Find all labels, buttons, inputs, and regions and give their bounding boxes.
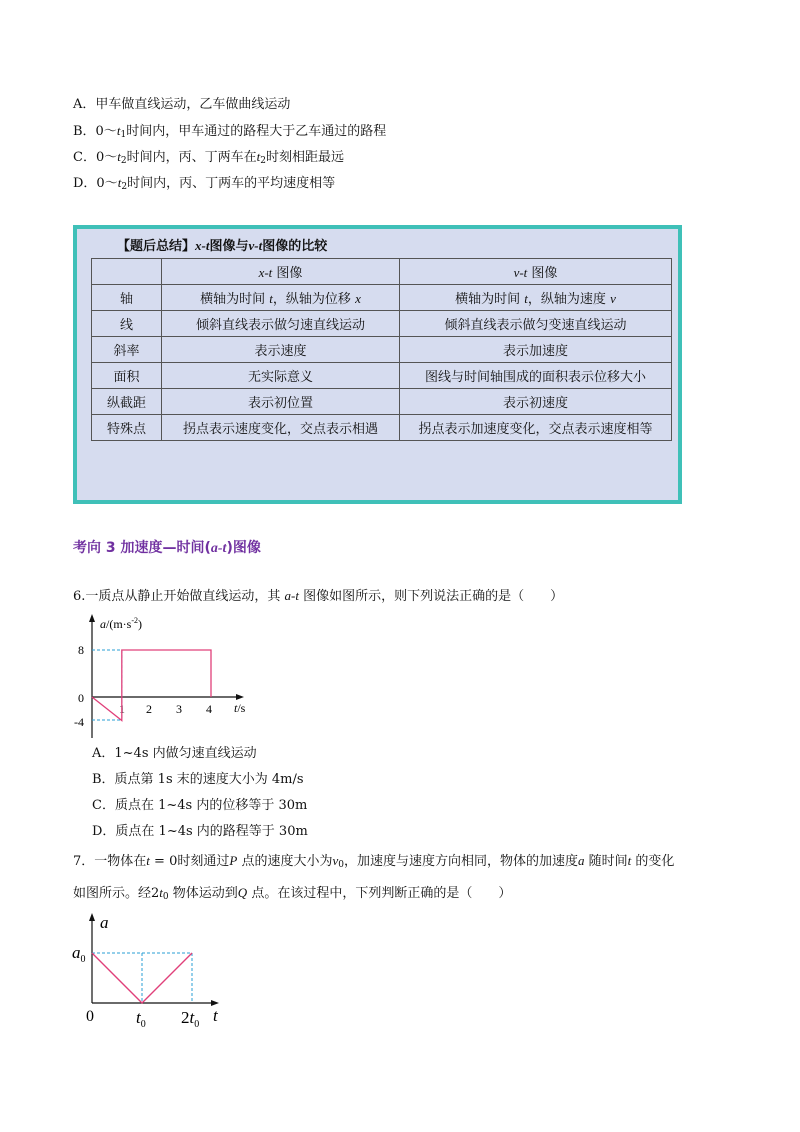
option-d-prev: D．$0\sim t_2$时间内，丙、丁两车的平均速度相等 [73, 175, 336, 192]
comparison-table [91, 258, 672, 441]
table-row [92, 337, 672, 363]
table-row [92, 285, 672, 311]
vt-cell: 横轴为时间 t，纵轴为速度 v [400, 285, 672, 311]
q6-stem: 6.一质点从静止开始做直线运动，其 a-t 图像如图所示，则下列说法正确的是（ ） [73, 588, 564, 604]
row-label: 纵截距 [92, 389, 162, 415]
q7-at-chart [70, 908, 240, 1033]
option-c-prev: C．$0\sim t_2$时间内，丙、丁两车在$t_2$时刻相距最远 [73, 149, 344, 166]
y-tick-neg4: -4 [74, 715, 84, 729]
header-xt-cell: x-t 图像 [162, 259, 400, 285]
q7-stem-line1: 7．一物体在t = 0时刻通过P 点的速度大小为$v_0$，加速度与速度方向相同，物体的加速度a 随时间t 的变化 [73, 853, 675, 870]
xt-cell: 拐点表示速度变化，交点表示相遇 [162, 415, 400, 441]
vt-cell: 表示加速度 [400, 337, 672, 363]
x-tick-t0: $t_0$ [136, 1008, 146, 1030]
table-row [92, 363, 672, 389]
option-b-prev: B．$0\sim t_1$时间内，甲车通过的路程大于乙车通过的路程 [73, 123, 387, 140]
x-tick-2: 2 [146, 702, 152, 716]
x-axis-label: t [213, 1006, 218, 1025]
y-axis-label: a [100, 913, 109, 932]
summary-box [73, 225, 682, 504]
q6-option-c: C．质点在 1~4s 内的位移等于 30m [92, 798, 308, 813]
x-tick-1: 1 [119, 702, 125, 716]
table-row [92, 311, 672, 337]
y-tick-8: 8 [78, 643, 84, 657]
table-header-row [92, 259, 672, 285]
x-tick-4: 4 [206, 702, 212, 716]
xt-cell: 倾斜直线表示做匀速直线运动 [162, 311, 400, 337]
vt-cell: 拐点表示加速度变化，交点表示速度相等 [400, 415, 672, 441]
header-vt-cell: v-t 图像 [400, 259, 672, 285]
x-tick-2t0: $2t_0$ [181, 1008, 200, 1030]
q6-at-chart [70, 610, 270, 740]
q6-option-d: D．质点在 1~4s 内的路程等于 30m [92, 824, 308, 839]
row-label: 斜率 [92, 337, 162, 363]
origin-label: 0 [86, 1008, 94, 1025]
x-axis-label: t/s [234, 701, 246, 715]
q6-option-a: A．1~4s 内做匀速直线运动 [92, 746, 257, 761]
xt-cell: 表示速度 [162, 337, 400, 363]
xt-cell: 表示初位置 [162, 389, 400, 415]
row-label: 线 [92, 311, 162, 337]
x-tick-3: 3 [176, 702, 182, 716]
section-heading: 考向 3 加速度—时间(a-t)图像 [73, 540, 261, 556]
table-row [92, 389, 672, 415]
q6-option-b: B．质点第 1s 末的速度大小为 4m/s [92, 772, 304, 787]
y-axis-arrow [89, 614, 95, 622]
xt-cell: 无实际意义 [162, 363, 400, 389]
vt-cell: 表示初速度 [400, 389, 672, 415]
vt-cell: 图线与时间轴围成的面积表示位移大小 [400, 363, 672, 389]
header-blank-cell [92, 259, 162, 285]
q7-stem-line2: 如图所示。经$2t_0$ 物体运动到Q 点。在该过程中，下列判断正确的是（ ） [73, 885, 512, 902]
summary-title: 【题后总结】x-t图像与v-t图像的比较 [117, 238, 328, 254]
table-row [92, 415, 672, 441]
y-axis-arrow [89, 913, 95, 921]
row-label: 面积 [92, 363, 162, 389]
y-tick-a0: $a_0$ [72, 943, 86, 965]
option-a-prev: A．甲车做直线运动，乙车做曲线运动 [73, 97, 291, 112]
row-label: 特殊点 [92, 415, 162, 441]
vt-cell: 倾斜直线表示做匀变速直线运动 [400, 311, 672, 337]
row-label: 轴 [92, 285, 162, 311]
xt-cell: 横轴为时间 t，纵轴为位移 x [162, 285, 400, 311]
x-axis-arrow [236, 694, 244, 700]
y-tick-0: 0 [78, 691, 84, 705]
y-axis-label: $a/(m\cdot s^{-2})$ [100, 616, 143, 631]
